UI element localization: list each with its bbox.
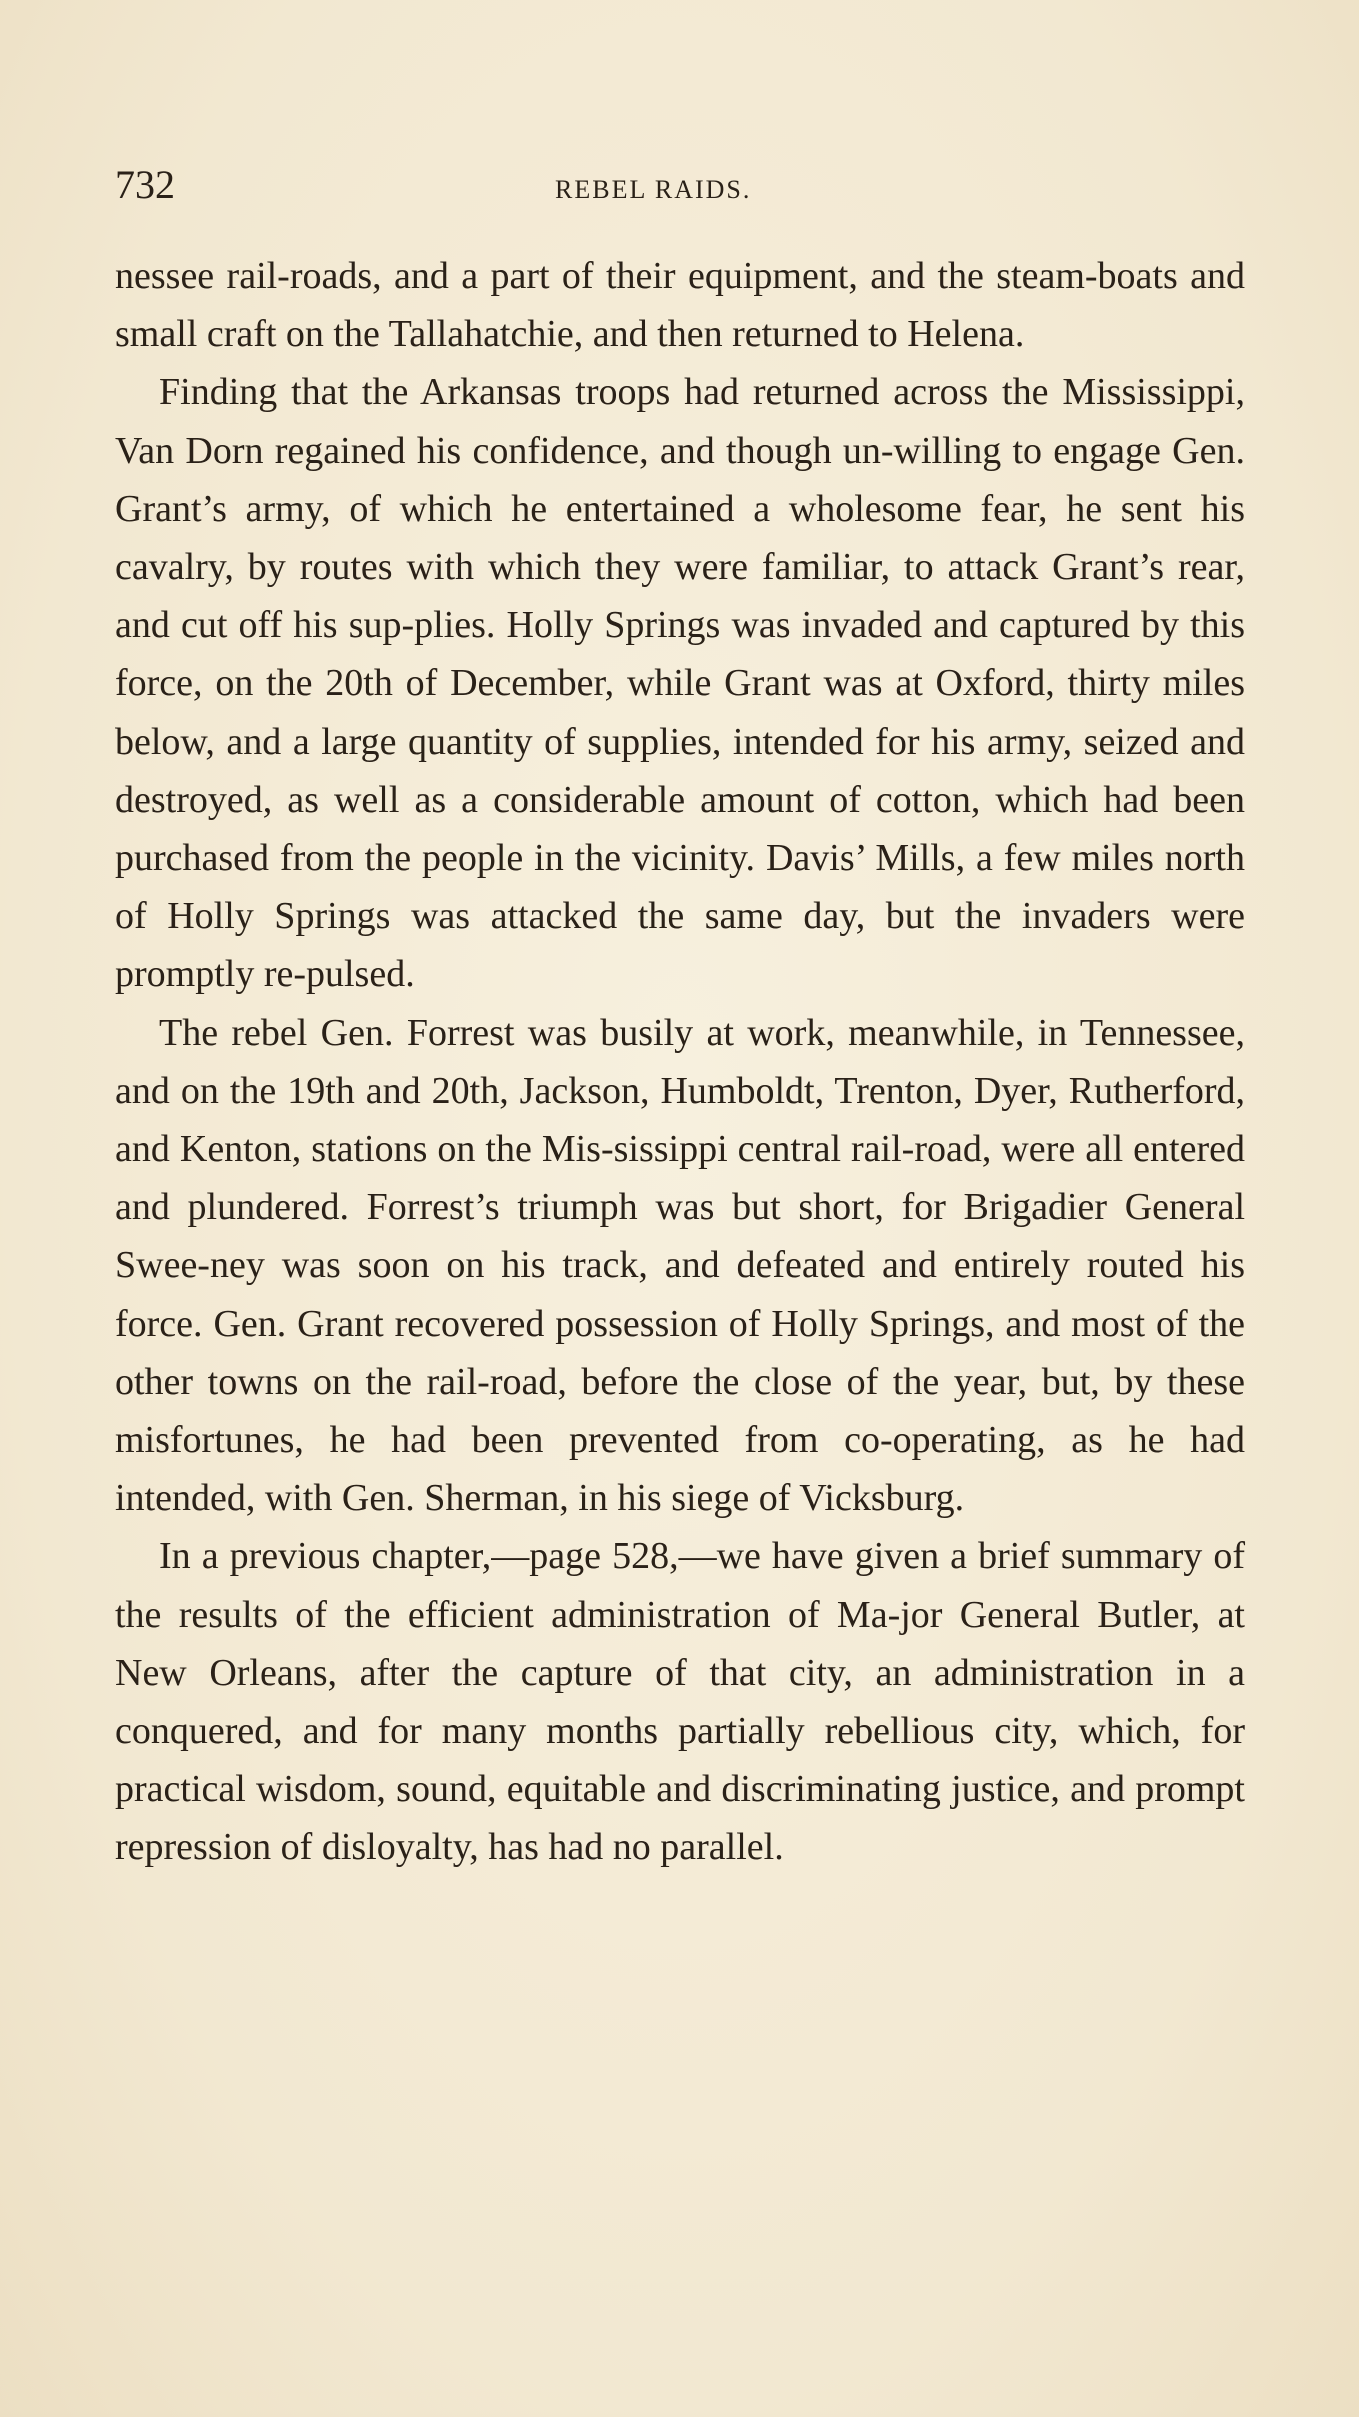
paragraph-3: The rebel Gen. Forrest was busily at work, meanwhile, in Tennessee, and on the 19th and 20th, Jackson, Humboldt, Trenton, Dyer, Rutherford, and Kenton, stations on the Mis-sissippi central rail-road, were all entered and plundered. Forrest’s triumph was but short, for Brigadier General Swee-ney was soon on his track, and defeated and entirely routed his force. Gen. Grant recovered possession of Holly Springs, and most of the other towns on the rail-road, before the close of the year, but, by these misfortunes, he had been prevented from co-operating, as he had intended, with Gen. Sherman, in his siege of Vicksburg. [115, 1011, 1245, 1520]
page-header [115, 160, 1245, 210]
page-number: 732 [115, 162, 175, 207]
paragraph-1: nessee rail-roads, and a part of their equipment, and the steam-boats and small craft on the Tallahatchie, and then returned to Helena. [115, 255, 1245, 356]
paragraph-2: Finding that the Arkansas troops had returned across the Mississippi, Van Dorn regained his confidence, and though un-willing to engage Gen. Grant’s army, of which he entertained a wholesome fear, he sent his cavalry, by routes with which they were familiar, to attack Grant’s rear, and cut off his sup-plies. Holly Springs was invaded and captured by this force, on the 20th of December, while Grant was at Oxford, thirty miles below, and a large quantity of supplies, intended for his army, seized and destroyed, as well as a considerable amount of cotton, which had been purchased from the people in the vicinity. Davis’ Mills, a few miles north of Holly Springs was attacked the same day, but the invaders were promptly re-pulsed. [115, 371, 1245, 996]
running-head: REBEL RAIDS. [555, 175, 752, 204]
paragraph-4: In a previous chapter,—page 528,—we have given a brief summary of the results of the efficient administration of Ma-jor General Butler, at New Orleans, after the capture of that city, an administration in a conquered, and for many months partially rebellious city, which, for practical wisdom, sound, equitable and discriminating justice, and prompt repression of disloyalty, has had no parallel. [115, 1535, 1245, 1869]
page-body [115, 247, 1245, 1877]
